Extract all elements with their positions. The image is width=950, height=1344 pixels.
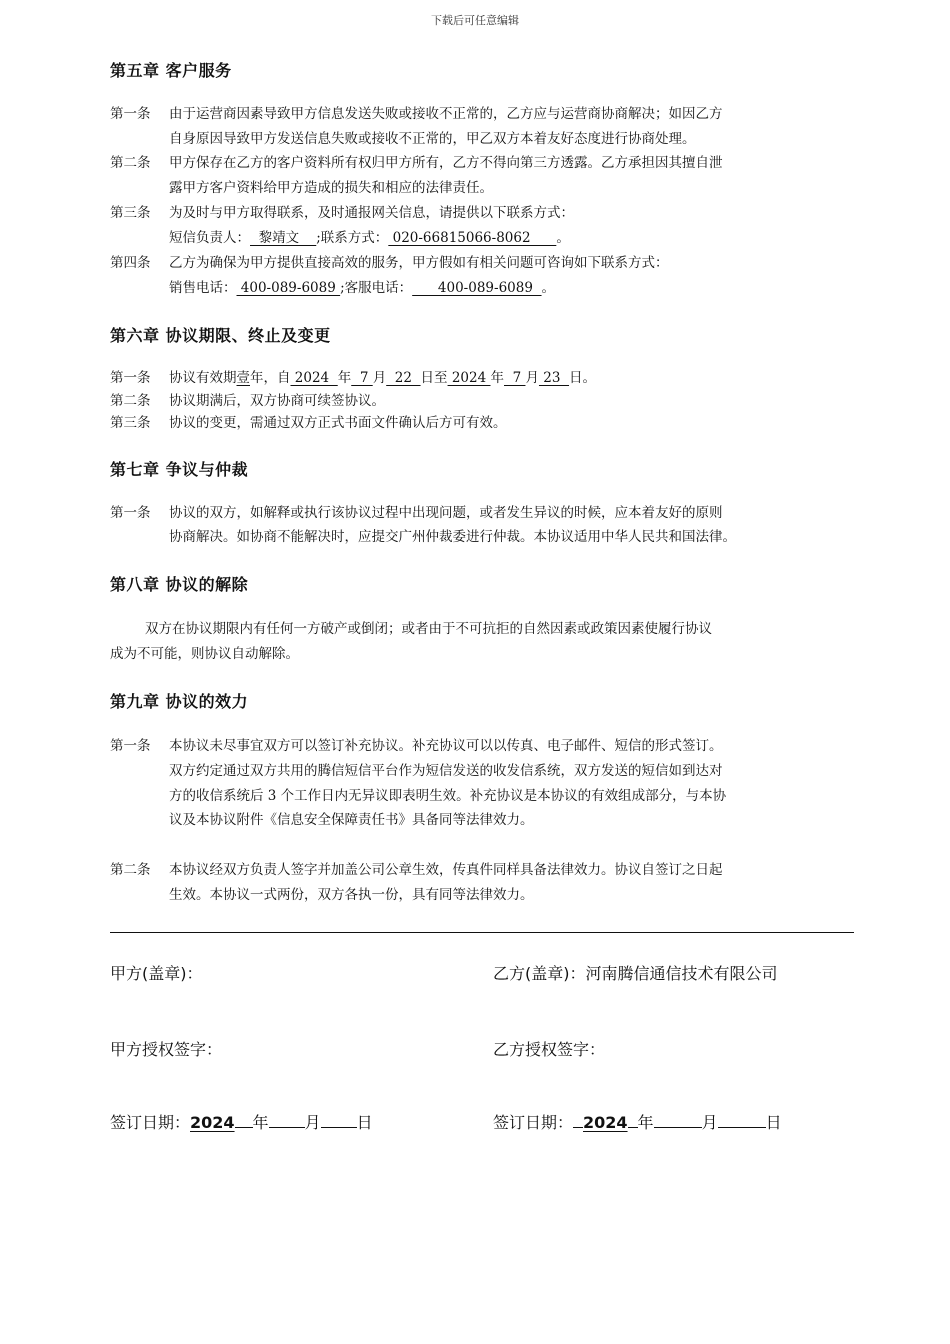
- term-from: 年，自: [250, 370, 291, 386]
- ch8-paragraph-line-2: 成为不可能，则协议自动解除。: [110, 646, 299, 662]
- article-label: 第一条: [110, 505, 151, 521]
- day-text: 日: [356, 1113, 373, 1132]
- chapter-7-title: 第七章 争议与仲裁: [110, 460, 249, 479]
- ch5-article-3-line-1: [110, 203, 574, 223]
- year-text: 年: [490, 370, 504, 386]
- article-text: 甲方保存在乙方的客户资料所有权归甲方所有，乙方不得向第三方透露。乙方承担因其擅自泄: [169, 155, 723, 171]
- year-text: 年: [637, 1113, 654, 1132]
- article-text: 协议的变更，需通过双方正式书面文件确认后方可有效。: [169, 415, 507, 431]
- contact-separator: ;联系方式：: [316, 230, 389, 246]
- article-label: 第二条: [110, 862, 151, 878]
- date-label: 签订日期：: [493, 1113, 574, 1132]
- sales-phone: 400-089-6089: [236, 280, 341, 296]
- article-label: 第二条: [110, 155, 151, 171]
- start-month: 7: [351, 370, 373, 386]
- ch9-article-2-line-1: [110, 860, 723, 880]
- article-label: 第一条: [110, 106, 151, 122]
- party-a-year: 2024: [190, 1113, 235, 1132]
- service-label: ;客服电话：: [340, 280, 413, 296]
- article-text: 协议期满后，双方协商可续签协议。: [169, 393, 385, 409]
- article-text: 协议的双方，如解释或执行该协议过程中出现问题，或者发生异议的时候，应本着友好的原则: [169, 505, 723, 521]
- article-label: 第四条: [110, 255, 151, 271]
- month-text: 月: [701, 1113, 718, 1132]
- ch6-article-2: [110, 391, 385, 411]
- phone-end: 。: [541, 280, 556, 296]
- contact-end: 。: [556, 230, 570, 246]
- date-label: 签订日期：: [110, 1113, 191, 1132]
- service-phone: 400-089-6089: [412, 280, 542, 296]
- ch5-contact-line: [169, 228, 570, 248]
- article-text: 由于运营商因素导致甲方信息发送失败或接收不正常的，乙方应与运营商协商解决；如因乙方: [169, 106, 723, 122]
- party-a-date: [110, 1110, 373, 1133]
- year-blank: [628, 1111, 638, 1128]
- month-blank: [654, 1111, 702, 1128]
- article-label: 第一条: [110, 738, 151, 754]
- day-text: 日: [765, 1113, 782, 1132]
- sales-label: 销售电话：: [169, 280, 237, 296]
- end-year: 2024: [447, 370, 491, 386]
- month-text: 月: [372, 370, 387, 386]
- ch8-paragraph-line-1: 双方在协议期限内有任何一方破产或倒闭；或者由于不可抗拒的自然因素或政策因素使履行协议: [145, 621, 712, 637]
- year-text: 年: [252, 1113, 269, 1132]
- month-blank: [269, 1111, 305, 1128]
- chapter-8-title: 第八章 协议的解除: [110, 575, 249, 594]
- ch9-article-1-line-4: 议及本协议附件《信息安全保障责任书》具备同等法律效力。: [169, 812, 534, 828]
- year-text: 年: [337, 370, 352, 386]
- ch9-article-1-line-1: [110, 736, 723, 756]
- party-b-date: [493, 1110, 782, 1133]
- year-blank: [235, 1111, 253, 1128]
- party-b-sign-label: 乙方授权签字：: [493, 1040, 606, 1059]
- ch6-article-1: [110, 368, 596, 388]
- party-a-sign-label: 甲方授权签字：: [110, 1040, 223, 1059]
- month-text: 月: [525, 370, 539, 386]
- article-label: 第一条: [110, 370, 151, 386]
- party-b-year: 2024: [583, 1113, 628, 1132]
- ch5-article-2-line-2: 露甲方客户资料给甲方造成的损失和相应的法律责任。: [169, 180, 493, 196]
- page-header: 下载后可任意编辑: [431, 14, 519, 27]
- ch9-article-2-line-2: 生效。本协议一式两份，双方各执一份，具有同等法律效力。: [169, 887, 534, 903]
- term-label: 协议有效期: [169, 370, 237, 386]
- ch5-article-1-line-2: 自身原因导致甲方发送信息失败或接收不正常的，甲乙双方本着友好态度进行协商处理。: [169, 131, 696, 147]
- start-year: 2024: [290, 370, 338, 386]
- party-a-seal-label: 甲方(盖章)：: [110, 964, 203, 983]
- article-text: 乙方为确保为甲方提供直接高效的服务，甲方假如有相关问题可咨询如下联系方式：: [169, 255, 669, 271]
- end-text: 日。: [569, 370, 597, 386]
- article-text: 本协议经双方负责人签字并加盖公司公章生效，传真件同样具备法律效力。协议自签订之日起: [169, 862, 723, 878]
- ch9-article-1-line-2: 双方约定通过双方共用的腾信短信平台作为短信发送的收发信系统，双方发送的短信如到达对: [169, 763, 723, 779]
- term-value: 壹: [236, 370, 250, 386]
- contact-name: 黎靖文: [250, 230, 317, 246]
- ch7-article-1-line-2: 协商解决。如协商不能解决时，应提交广州仲裁委进行仲裁。本协议适用中华人民共和国法律。: [169, 529, 736, 545]
- ch5-article-4-line-1: [110, 253, 669, 273]
- chapter-6-title: 第六章 协议期限、终止及变更: [110, 326, 331, 345]
- article-label: 第三条: [110, 415, 151, 431]
- to-text: 日至: [420, 370, 448, 386]
- article-label: 第三条: [110, 205, 151, 221]
- signature-divider: [110, 932, 854, 933]
- day-blank: [321, 1111, 357, 1128]
- article-label: 第二条: [110, 393, 151, 409]
- month-text: 月: [304, 1113, 321, 1132]
- day-blank: [718, 1111, 766, 1128]
- ch5-article-2-line-1: [110, 153, 723, 173]
- article-text: 本协议未尽事宜双方可以签订补充协议。补充协议可以以传真、电子邮件、短信的形式签订。: [169, 738, 723, 754]
- ch5-phone-line: [169, 278, 555, 298]
- party-b-seal-label: 乙方(盖章)：河南腾信通信技术有限公司: [493, 964, 778, 983]
- ch7-article-1-line-1: [110, 503, 723, 523]
- year-pre-blank: [573, 1111, 583, 1128]
- article-text: 为及时与甲方取得联系，及时通报网关信息，请提供以下联系方式：: [169, 205, 574, 221]
- ch9-article-1-line-3: 方的收信系统后 3 个工作日内无异议即表明生效。补充协议是本协议的有效组成部分，与本协: [169, 788, 727, 804]
- end-month: 7: [504, 370, 526, 386]
- start-day: 22: [386, 370, 421, 386]
- contact-label: 短信负责人：: [169, 230, 250, 246]
- chapter-5-title: 第五章 客户服务: [110, 61, 232, 80]
- ch5-article-1-line-1: [110, 104, 723, 124]
- chapter-9-title: 第九章 协议的效力: [110, 692, 249, 711]
- end-day: 23: [538, 370, 570, 386]
- ch6-article-3: [110, 413, 507, 433]
- contact-phone: 020-66815066-8062: [388, 230, 557, 246]
